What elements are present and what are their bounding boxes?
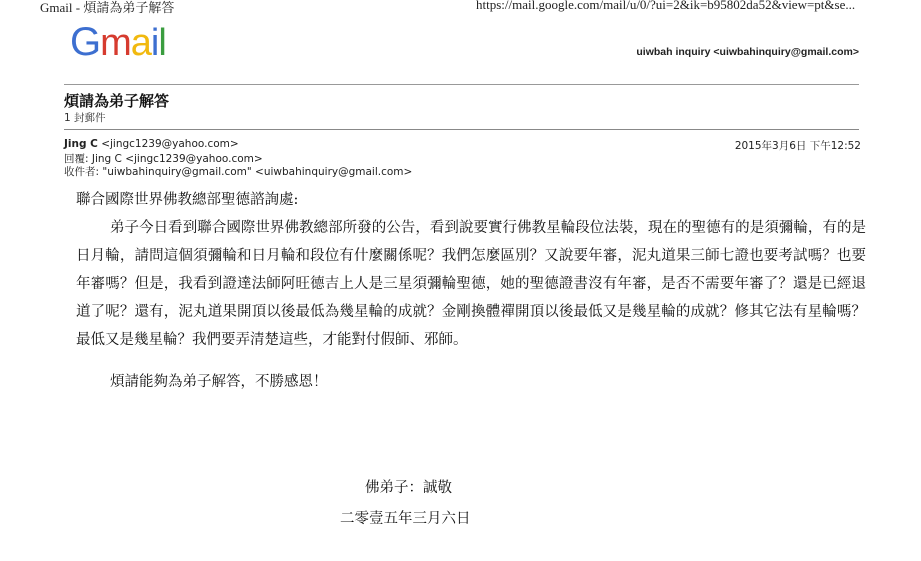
print-page-url: https://mail.google.com/mail/u/0/?ui=2&ik=b95802da52&view=pt&se... xyxy=(476,0,856,12)
print-header xyxy=(0,0,921,16)
account-label: uiwbah inquiry <uiwbahinquiry@gmail.com> xyxy=(636,46,859,58)
sender-email: <jingc1239@yahoo.com> xyxy=(97,138,239,150)
thread-subject: 煩請為弟子解答 xyxy=(64,92,170,110)
sender-name: Jing C xyxy=(64,138,98,150)
message-closing: 煩請能夠為弟子解答，不勝感恩！ xyxy=(110,374,328,390)
message-body xyxy=(76,186,866,396)
logo-letter-m: m xyxy=(100,22,131,64)
header-divider xyxy=(64,84,859,85)
print-page-title: Gmail - 煩請為弟子解答 xyxy=(40,0,175,15)
message-count: 1 封郵件 xyxy=(64,112,106,124)
message-greeting: 聯合國際世界佛教總部聖德諮詢處: xyxy=(76,192,299,208)
logo-letter-a: a xyxy=(130,22,151,64)
subject-divider xyxy=(64,129,859,130)
gmail-logo xyxy=(70,20,166,64)
message-date: 2015年3月6日 下午12:52 xyxy=(734,140,861,152)
sender-line xyxy=(64,138,239,150)
reply-to-line: 回覆: Jing C <jingc1239@yahoo.com> xyxy=(64,153,263,165)
recipient-line: 收件者: "uiwbahinquiry@gmail.com" <uiwbahinquiry@gmail.com> xyxy=(64,166,413,178)
signature: 佛弟子：誠敬 xyxy=(365,480,452,496)
message-paragraph: 弟子今日看到聯合國際世界佛教總部所發的公告，看到說要實行佛教星輪段位法裝，現在的聖德有的是須彌輪，有的是日月輪，請問這個須彌輪和日月輪和段位有什麼關係呢？我們怎麼區別？又說要年審，泥丸道果三師七證也要考試嗎？也要年審嗎？但是，我看到證達法師阿旺德吉上人是三星須彌輪聖德，她的聖德證書沒有年審，是否不需要年審了？還是已經退道了呢？還有，泥丸道果開頂以後最低為幾星輪的成就？金剛換體禪開頂以後最低又是幾星輪的成就？修其它法有星輪嗎？最低又是幾星輪？我們要弄清楚這些，才能對付假師、邪師。 xyxy=(76,220,866,348)
signature-date: 二零壹五年三月六日 xyxy=(340,511,471,527)
logo-letter-i: i xyxy=(150,22,159,64)
logo-letter-l: l xyxy=(158,22,166,64)
logo-letter-g: G xyxy=(70,20,101,64)
